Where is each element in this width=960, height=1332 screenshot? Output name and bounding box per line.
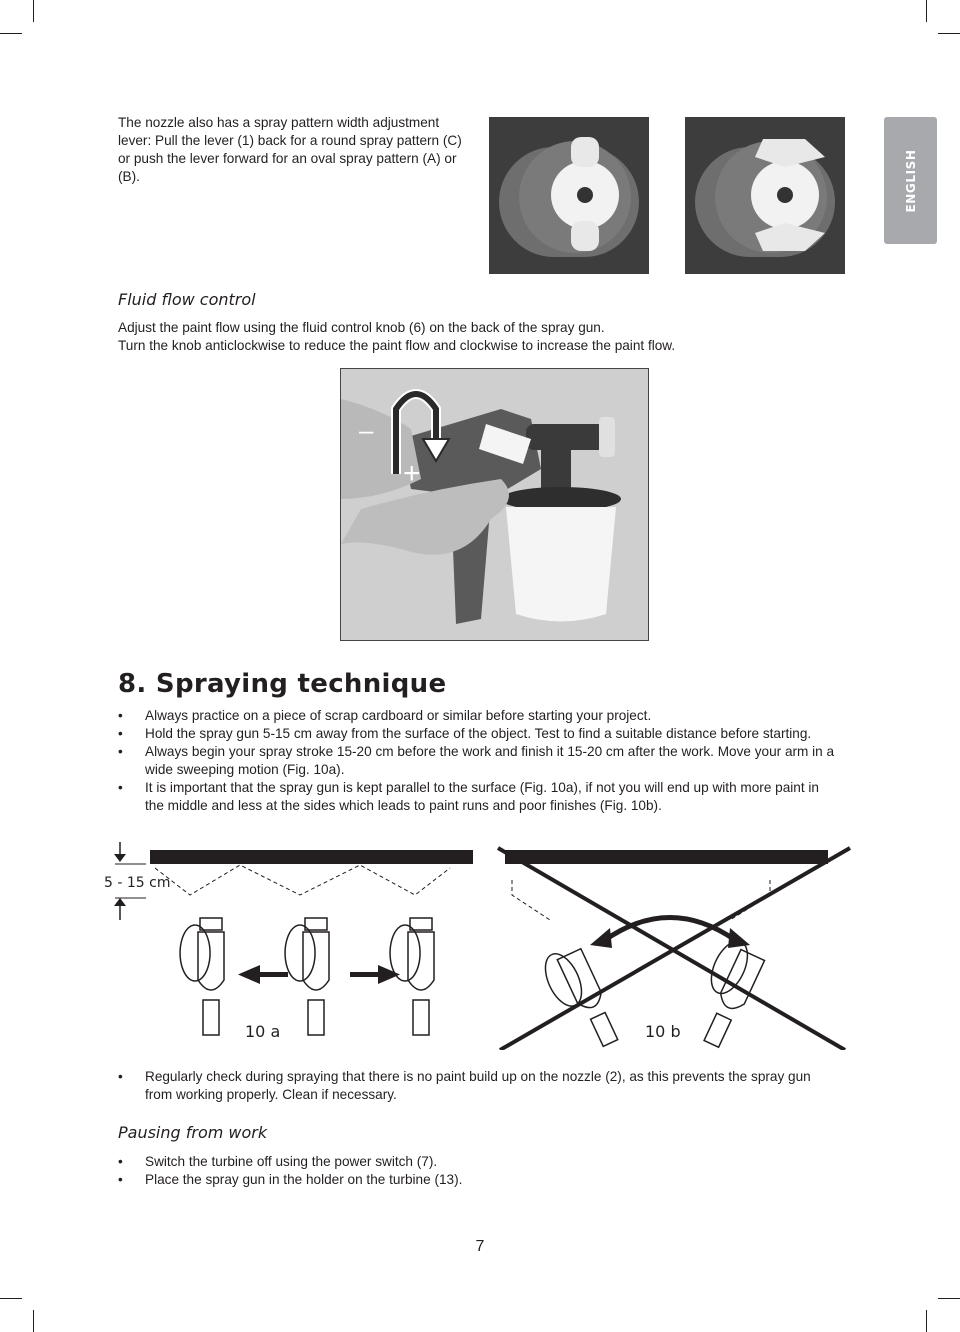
list-item: • It is important that the spray gun is kept parallel to the surface (Fig. 10a), if not you will end up with more paint in the middle and less at the sides which leads to paint runs and poor finishes (Fig. 10b).: [118, 779, 840, 815]
list-item: • Place the spray gun in the holder on the turbine (13).: [118, 1171, 840, 1189]
figure-label-10a: 10 a: [245, 1022, 281, 1041]
crop-mark: [938, 33, 960, 34]
figure-label-10b: 10 b: [645, 1022, 681, 1041]
fluid-flow-heading: Fluid flow control: [118, 290, 256, 309]
spray-gun-photo: [340, 368, 649, 641]
spraying-technique-list: [118, 707, 840, 815]
section-heading: 8. Spraying technique: [118, 669, 447, 699]
pausing-list: [118, 1153, 840, 1189]
crop-mark: [0, 1298, 22, 1299]
plus-symbol: +: [403, 457, 421, 490]
pausing-heading: Pausing from work: [118, 1123, 268, 1142]
list-item: • Always begin your spray stroke 15-20 cm before the work and finish it 15-20 cm after the work. Move your arm in a wide sweeping motion (Fig. 10a).: [118, 743, 840, 779]
language-tab: [884, 117, 937, 244]
crop-mark: [938, 1298, 960, 1299]
language-tab-label: ENGLISH: [903, 148, 918, 213]
crop-mark: [33, 0, 34, 22]
nozzle-check-list: [118, 1068, 840, 1104]
figure-10: [100, 840, 860, 1050]
crop-mark: [926, 0, 927, 22]
distance-label: 5 - 15 cm: [104, 875, 171, 891]
list-item: • Always practice on a piece of scrap cardboard or similar before starting your project.: [118, 707, 840, 725]
fluid-flow-line-1: Adjust the paint flow using the fluid control knob (6) on the back of the spray gun.: [118, 320, 605, 335]
list-item: • Switch the turbine off using the power switch (7).: [118, 1153, 840, 1171]
list-item: • Regularly check during spraying that there is no paint build up on the nozzle (2), as this prevents the spray gun from working properly. Clean if necessary.: [118, 1068, 840, 1104]
crop-mark: [33, 1310, 34, 1332]
nozzle-paragraph: The nozzle also has a spray pattern width adjustment lever: Pull the lever (1) back for a round spray pattern (C) or push the lever forward for an oval spray pattern (A) or (B).: [118, 115, 462, 184]
crop-mark: [926, 1310, 927, 1332]
fluid-flow-line-2: Turn the knob anticlockwise to reduce the paint flow and clockwise to increase the paint flow.: [118, 338, 676, 353]
list-item: • Hold the spray gun 5-15 cm away from the surface of the object. Test to find a suitable distance before starting.: [118, 725, 840, 743]
crop-mark: [0, 33, 22, 34]
page-number: 7: [475, 1238, 485, 1255]
minus-symbol: –: [359, 415, 374, 445]
nozzle-photo-oval: [685, 117, 845, 274]
nozzle-photo-round: [489, 117, 649, 274]
